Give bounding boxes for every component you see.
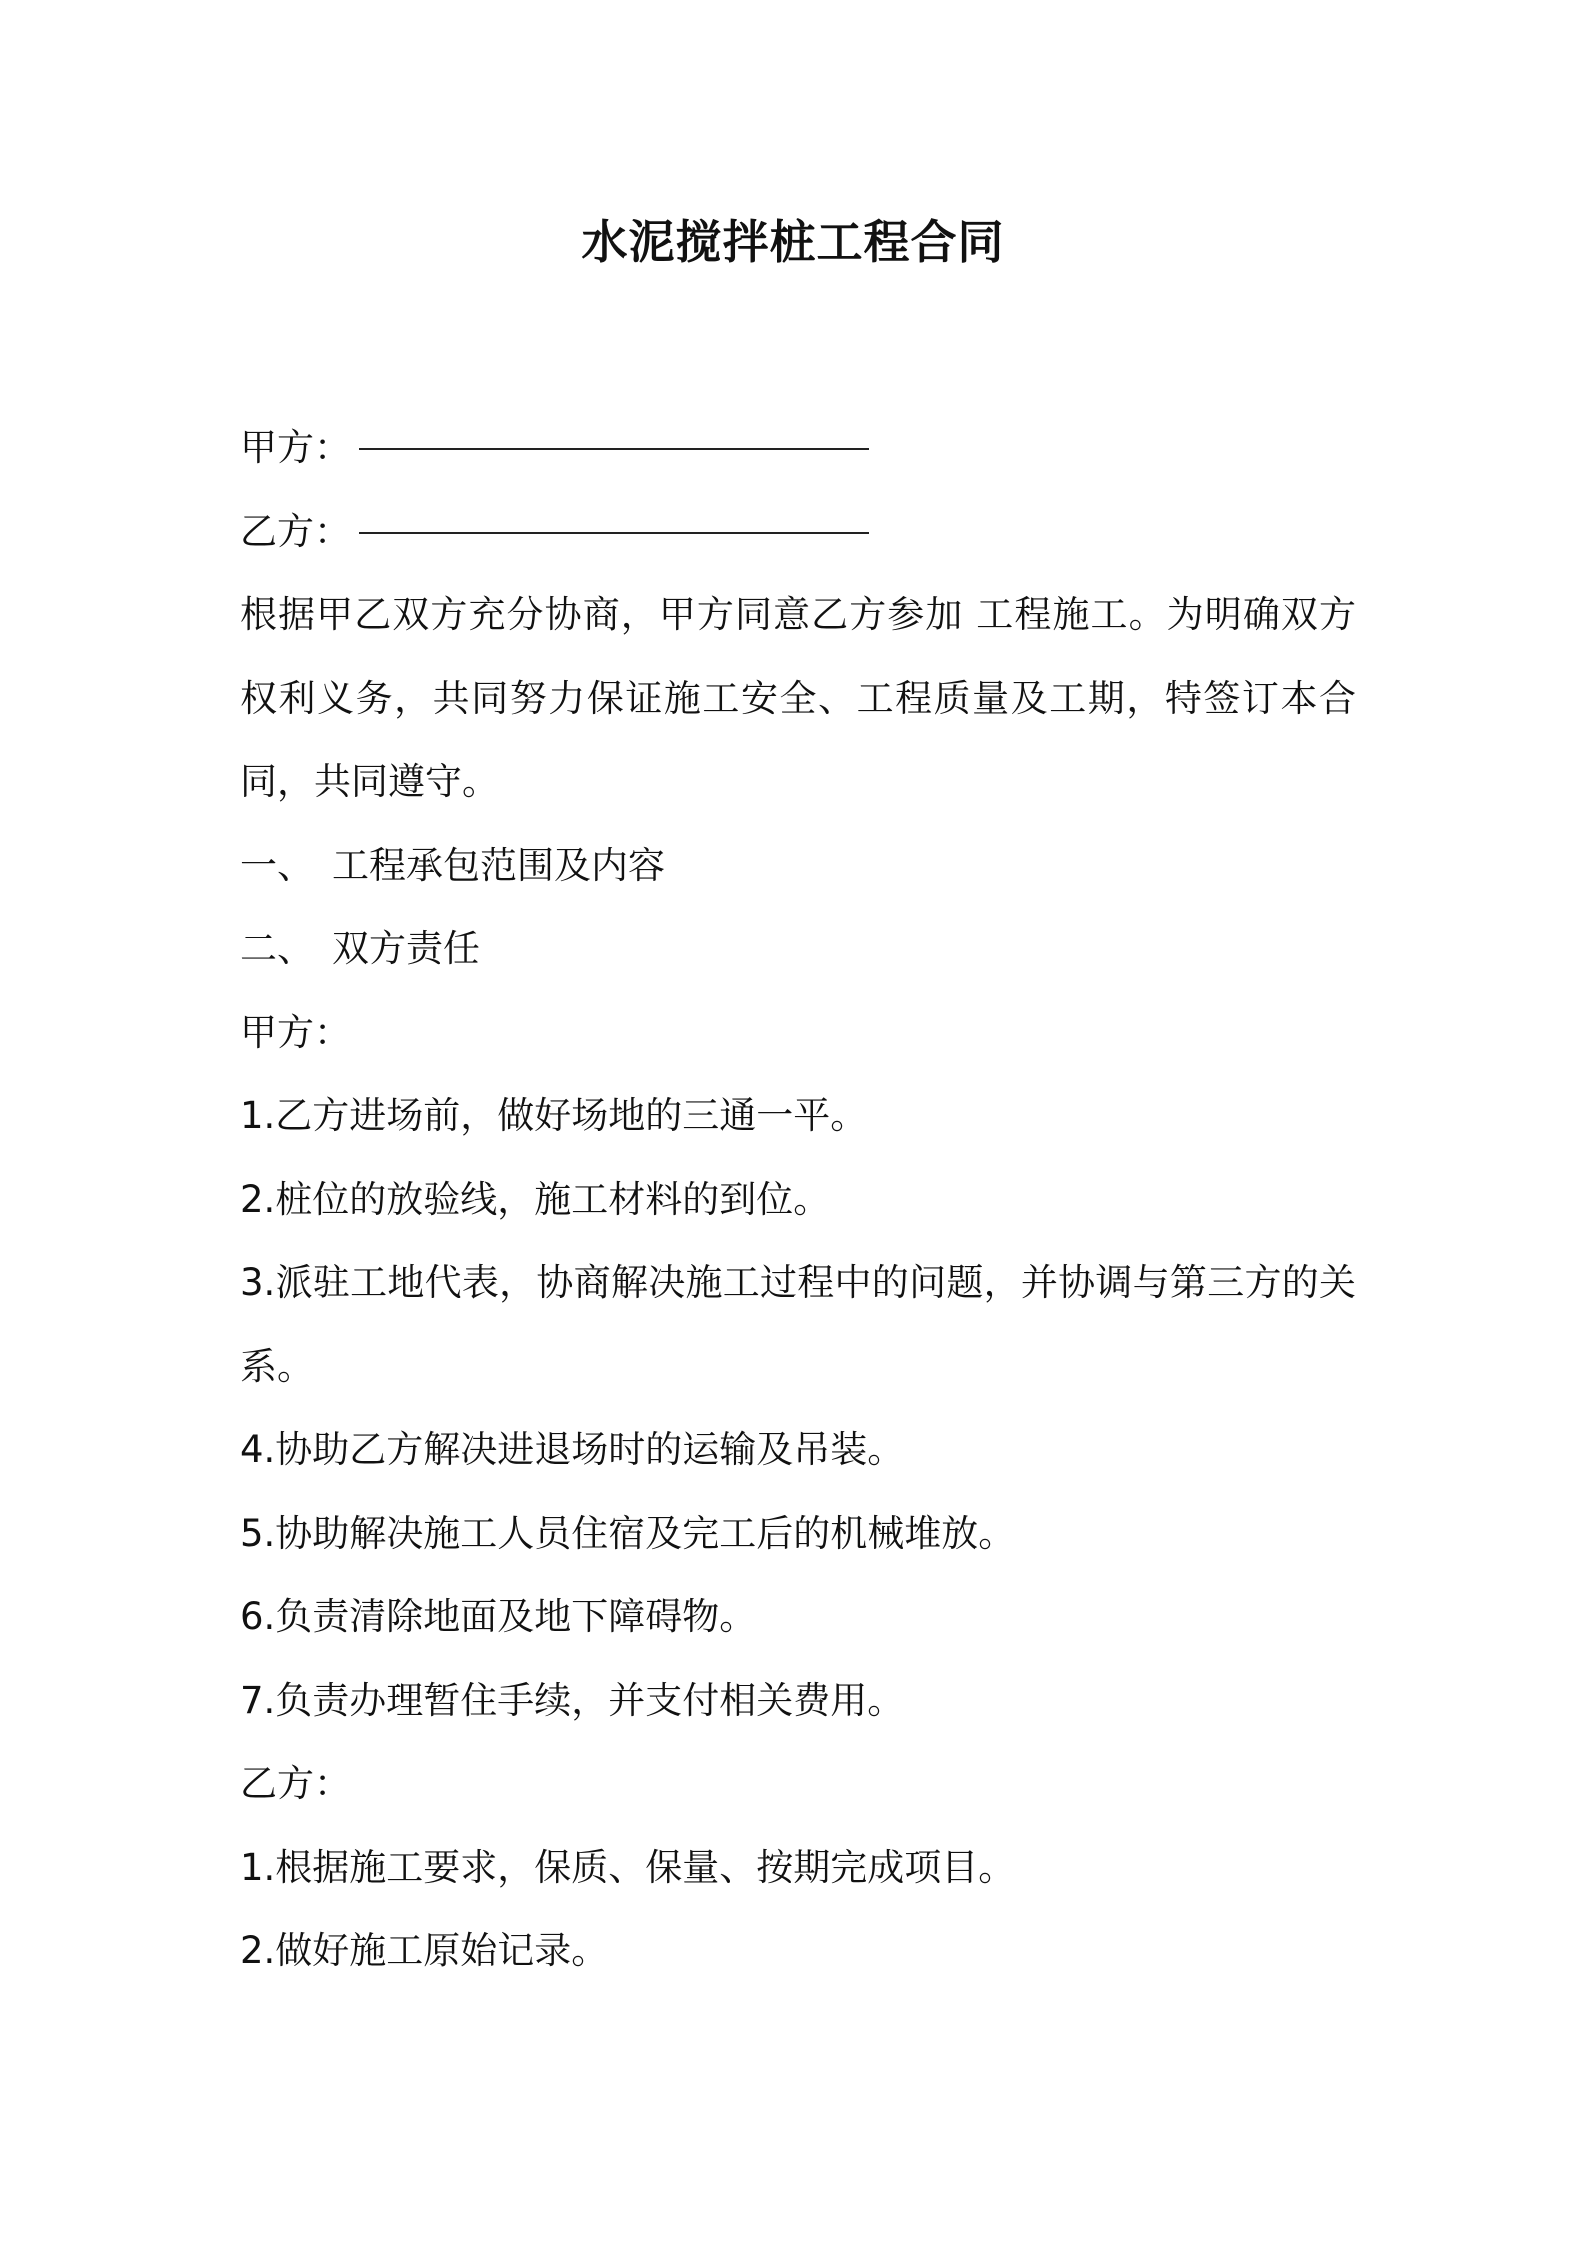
party-b-duty-item: 2.做好施工原始记录。 bbox=[240, 1929, 609, 1972]
party-a-blank[interactable] bbox=[359, 418, 869, 450]
party-a-duty-item: 4.协助乙方解决进退场时的运输及吊装。 bbox=[240, 1428, 905, 1471]
document-body bbox=[240, 406, 1356, 1993]
party-a-line bbox=[240, 406, 1356, 490]
party-b-blank[interactable] bbox=[359, 502, 869, 534]
party-a-label: 甲方： bbox=[240, 426, 351, 469]
document-title: 水泥搅拌桩工程合同 bbox=[581, 215, 1005, 269]
party-a-duty-item: 2.桩位的放验线，施工材料的到位。 bbox=[240, 1177, 831, 1221]
party-a-duty-item: 3.派驻工地代表，协商解决施工过程中的问题，并协调与第三方的关系。 bbox=[240, 1261, 1356, 1388]
party-b-line bbox=[240, 490, 1356, 574]
section-number: 一、 bbox=[240, 843, 314, 887]
section-heading bbox=[240, 907, 1356, 991]
section-title: 工程承包范围及内容 bbox=[332, 843, 665, 887]
party-b-duty-item: 1.根据施工要求，保质、保量、按期完成项目。 bbox=[240, 1845, 1016, 1889]
section-number: 二、 bbox=[240, 927, 314, 970]
party-a-duty-item: 5.协助解决施工人员住宿及完工后的机械堆放。 bbox=[240, 1511, 1016, 1555]
party-a-duties-label: 甲方： bbox=[240, 1010, 351, 1054]
party-b-duties-label: 乙方： bbox=[240, 1762, 351, 1805]
section-title: 双方责任 bbox=[332, 927, 480, 970]
intro-paragraph: 根据甲乙双方充分协商，甲方同意乙方参加 工程施工。为明确双方权利义务，共同努力保证施工安全、工程质量及工期，特签订本合同，共同遵守。 bbox=[240, 593, 1356, 803]
party-a-duty-item: 6.负责清除地面及地下障碍物。 bbox=[240, 1595, 757, 1638]
party-a-duty-item: 1.乙方进场前，做好场地的三通一平。 bbox=[240, 1094, 868, 1137]
party-a-duty-item: 7.负责办理暂住手续，并支付相关费用。 bbox=[240, 1678, 905, 1722]
section-heading bbox=[240, 824, 1356, 908]
party-b-label: 乙方： bbox=[240, 509, 351, 553]
